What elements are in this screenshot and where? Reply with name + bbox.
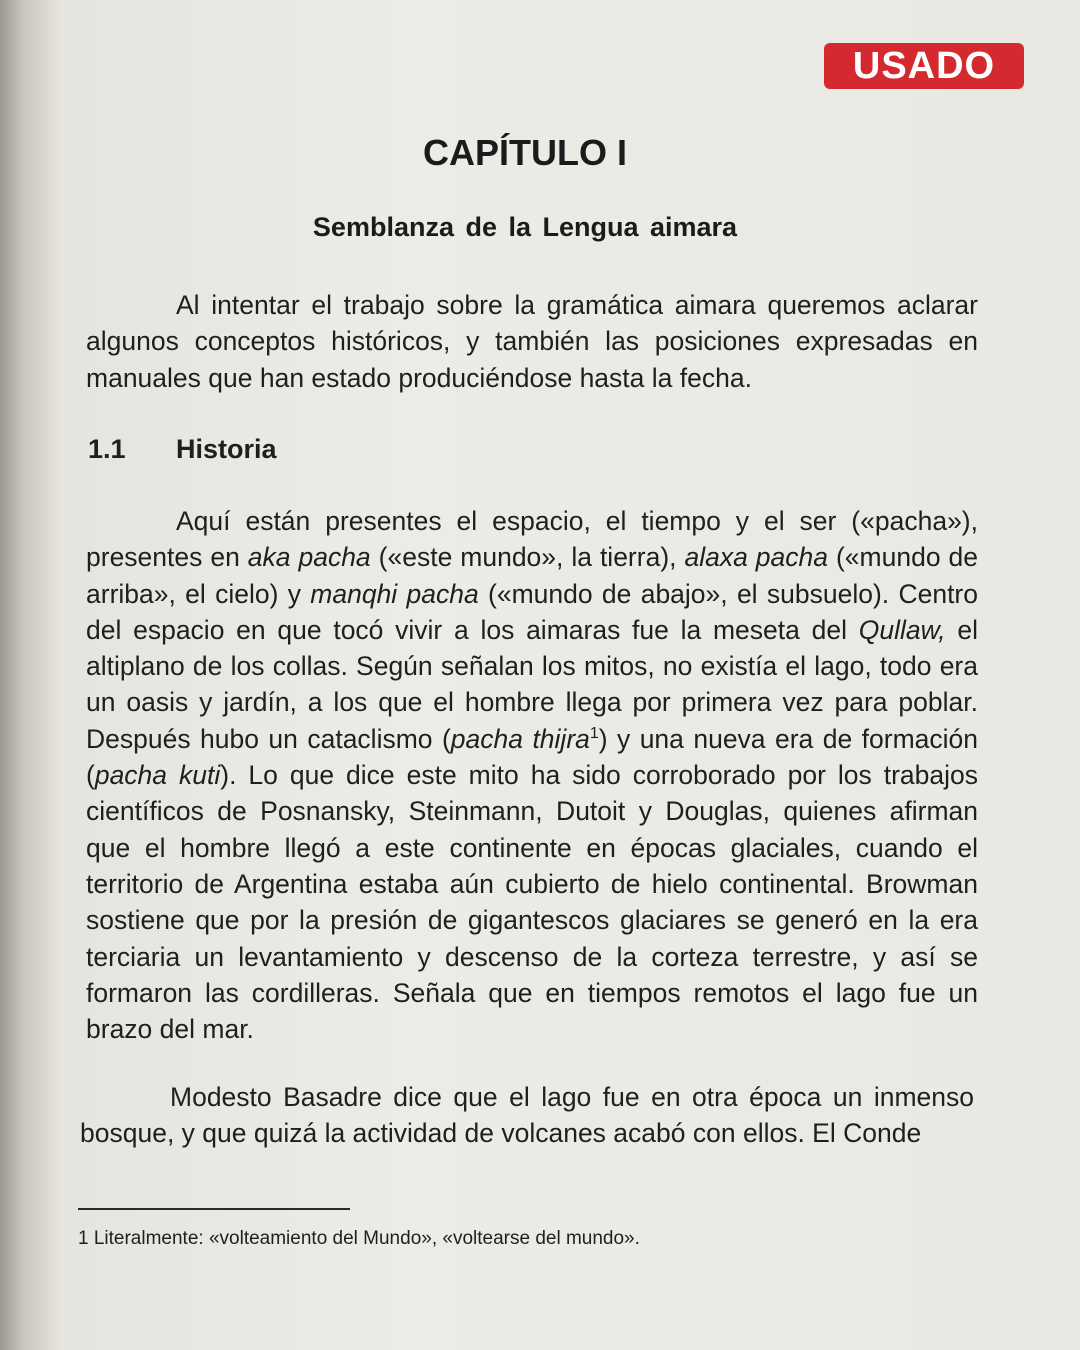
intro-paragraph: Al intentar el trabajo sobre la gramática aimara queremos aclarar algunos conceptos históricos, y también las posiciones expresadas en manuales que han estado produciéndose hasta la fecha. [86, 290, 978, 393]
text-run: («mundo de abajo», el subsuelo). Centro del espacio en que tocó vivir a los aimaras fue la meseta del [86, 578, 978, 645]
text-run: («este mundo», la tierra), [370, 542, 685, 573]
chapter-title: CAPÍTULO I [423, 132, 627, 173]
italic-term: alaxa pacha [684, 542, 829, 573]
footnote: 1 Literalmente: «volteamiento del Mundo», «voltearse del mundo». [78, 1228, 640, 1249]
basadre-paragraph: Modesto Basadre dice que el lago fue en otra época un inmenso bosque, y que quizá la actividad de volcanes acabó con ellos. El Conde [80, 1082, 974, 1149]
text-run: Aquí están presentes el espacio, el tiempo y el ser («pacha»), presentes en [86, 506, 978, 573]
chapter-subtitle: Semblanza de la Lengua aimara [312, 212, 738, 242]
italic-term: Qullaw, [858, 614, 946, 645]
footnote-marker: 1 [589, 724, 599, 742]
italic-term: pacha kuti [94, 760, 221, 791]
text-run: el altiplano de los collas. Según señalan los mitos, no existía el lago, todo era un oasis y jardín, a los que el hombre llega por primera vez para poblar. Después hubo un cataclismo ( [86, 614, 979, 754]
text-run: ). Lo que dice este mito ha sido corroborado por los trabajos científicos de Posnansky, Steinmann, Dutoit y Douglas, quienes afirman que el hombre llegó a este continente en épocas glaciales, cuando el territorio de Argentina estaba aún cubierto de hielo continental. Browman sostiene que por la presión de gigantescos glaciares se generó en la era terciaria un levantamiento y descenso de la corteza terrestre, y así se formaron las cordilleras. Señala que en tiempos remotos el lago fue un brazo del mar. [86, 760, 978, 1045]
italic-term: pacha thijra [450, 723, 590, 754]
section-number: 1.1 [88, 434, 126, 464]
italic-term: manqhi pacha [310, 578, 479, 609]
text-run: ) y una nueva era de formación ( [86, 723, 978, 791]
text-run: («mundo de arriba», el cielo) y [86, 542, 979, 609]
section-title: Historia [176, 434, 277, 464]
italic-term: aka pacha [247, 542, 371, 573]
used-badge: USADO [824, 43, 1024, 89]
section-heading [88, 434, 277, 465]
historia-paragraph [86, 503, 978, 1047]
footnote-rule [78, 1208, 350, 1210]
